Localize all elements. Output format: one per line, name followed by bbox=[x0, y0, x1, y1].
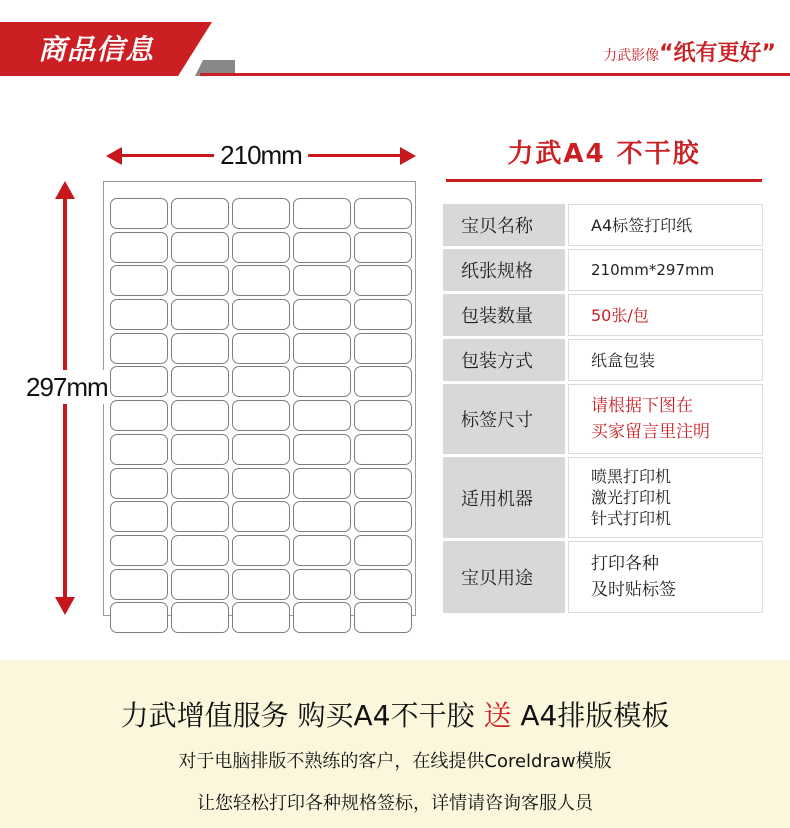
label-cell bbox=[171, 198, 229, 229]
label-cell bbox=[232, 535, 290, 566]
label-cell bbox=[293, 400, 351, 431]
spec-key: 标签尺寸 bbox=[443, 384, 565, 454]
header-rule bbox=[200, 73, 790, 76]
label-cell bbox=[110, 299, 168, 330]
label-cell bbox=[171, 468, 229, 499]
label-cell bbox=[354, 434, 412, 465]
spec-value-line: 喷黑打印机 bbox=[591, 467, 672, 486]
label-cell bbox=[354, 468, 412, 499]
spec-value bbox=[568, 294, 763, 336]
label-cell bbox=[354, 232, 412, 263]
spec-value-line: 210mm*297mm bbox=[591, 260, 715, 279]
label-cell bbox=[293, 299, 351, 330]
label-cell bbox=[232, 400, 290, 431]
label-cell bbox=[232, 468, 290, 499]
label-cell bbox=[354, 569, 412, 600]
label-cell bbox=[293, 366, 351, 397]
width-label: 210mm bbox=[214, 139, 308, 171]
label-cell bbox=[232, 299, 290, 330]
label-cell bbox=[232, 198, 290, 229]
header-bar bbox=[0, 0, 790, 90]
label-cell bbox=[110, 232, 168, 263]
product-title-underline bbox=[446, 179, 762, 182]
label-cell bbox=[293, 434, 351, 465]
spec-value-line: A4标签打印纸 bbox=[591, 215, 693, 235]
label-cell bbox=[293, 198, 351, 229]
spec-value-line: 打印各种 bbox=[591, 554, 659, 574]
label-cell bbox=[171, 535, 229, 566]
service-headline-part1: 力武增值服务 购买A4不干胶 bbox=[120, 699, 475, 732]
slogan-text: “纸有更好” bbox=[659, 41, 776, 66]
label-cell bbox=[293, 468, 351, 499]
arrow-left-icon bbox=[106, 147, 122, 165]
label-cell bbox=[354, 602, 412, 633]
spec-value bbox=[568, 339, 763, 381]
label-cell bbox=[232, 265, 290, 296]
section-title: 商品信息 bbox=[38, 33, 155, 66]
label-cell bbox=[171, 265, 229, 296]
label-cell bbox=[232, 333, 290, 364]
label-cell bbox=[354, 333, 412, 364]
spec-row-usage bbox=[443, 541, 763, 613]
service-contact: 让您轻松打印各种规格签标，详情请咨询客服人员 bbox=[197, 793, 593, 814]
brand-name: 力武影像 bbox=[603, 48, 660, 64]
label-grid bbox=[110, 198, 412, 633]
label-cell bbox=[171, 501, 229, 532]
spec-row-quantity bbox=[443, 294, 763, 336]
height-label: 297mm bbox=[26, 372, 108, 402]
label-cell bbox=[110, 434, 168, 465]
spec-key: 包装方式 bbox=[443, 339, 565, 381]
spec-value-line: 买家留言里注明 bbox=[591, 422, 710, 442]
label-cell bbox=[293, 501, 351, 532]
label-cell bbox=[354, 265, 412, 296]
label-cell bbox=[171, 299, 229, 330]
spec-value-line: 50张/包 bbox=[591, 305, 649, 325]
spec-table bbox=[443, 204, 763, 616]
label-cell bbox=[110, 468, 168, 499]
label-cell bbox=[171, 366, 229, 397]
spec-key: 宝贝用途 bbox=[443, 541, 565, 613]
label-cell bbox=[171, 333, 229, 364]
spec-row-packaging bbox=[443, 339, 763, 381]
label-cell bbox=[293, 569, 351, 600]
label-cell bbox=[110, 569, 168, 600]
spec-value-line: 激光打印机 bbox=[591, 488, 672, 507]
label-cell bbox=[232, 569, 290, 600]
spec-value-line: 及时贴标签 bbox=[591, 580, 676, 600]
label-cell bbox=[171, 602, 229, 633]
label-cell bbox=[293, 333, 351, 364]
label-cell bbox=[232, 366, 290, 397]
brand-slogan bbox=[603, 40, 776, 68]
label-cell bbox=[293, 232, 351, 263]
label-cell bbox=[110, 501, 168, 532]
label-cell bbox=[293, 602, 351, 633]
label-cell bbox=[354, 198, 412, 229]
spec-value bbox=[568, 204, 763, 246]
label-sheet bbox=[103, 181, 416, 616]
label-cell bbox=[171, 434, 229, 465]
label-cell bbox=[171, 400, 229, 431]
label-cell bbox=[232, 434, 290, 465]
label-cell bbox=[354, 299, 412, 330]
service-description: 对于电脑排版不熟练的客户，在线提供Coreldraw模版 bbox=[178, 751, 612, 772]
label-cell bbox=[110, 265, 168, 296]
label-cell bbox=[293, 265, 351, 296]
label-cell bbox=[232, 602, 290, 633]
service-headline-gift: 送 bbox=[483, 699, 512, 732]
label-cell bbox=[354, 535, 412, 566]
label-cell bbox=[354, 501, 412, 532]
label-cell bbox=[110, 198, 168, 229]
spec-row-label-size bbox=[443, 384, 763, 454]
spec-value bbox=[568, 384, 763, 454]
label-cell bbox=[232, 232, 290, 263]
label-cell bbox=[110, 366, 168, 397]
label-cell bbox=[354, 400, 412, 431]
label-cell bbox=[110, 400, 168, 431]
arrow-up-icon bbox=[55, 181, 75, 199]
spec-key: 宝贝名称 bbox=[443, 204, 565, 246]
label-cell bbox=[110, 333, 168, 364]
arrow-down-icon bbox=[55, 597, 75, 615]
spec-value-line: 请根据下图在 bbox=[591, 396, 693, 416]
service-headline-part2: A4排版模板 bbox=[520, 699, 670, 732]
spec-value-line: 针式打印机 bbox=[591, 509, 672, 528]
spec-key: 适用机器 bbox=[443, 457, 565, 538]
spec-value bbox=[568, 457, 763, 538]
label-cell bbox=[293, 535, 351, 566]
label-cell bbox=[171, 569, 229, 600]
service-headline bbox=[0, 696, 790, 736]
arrow-right-icon bbox=[400, 147, 416, 165]
label-cell bbox=[110, 535, 168, 566]
width-dimension bbox=[106, 139, 416, 171]
spec-row-size bbox=[443, 249, 763, 291]
spec-key: 包装数量 bbox=[443, 294, 565, 336]
spec-value bbox=[568, 541, 763, 613]
label-cell bbox=[354, 366, 412, 397]
spec-value bbox=[568, 249, 763, 291]
spec-row-machines bbox=[443, 457, 763, 538]
label-cell bbox=[171, 232, 229, 263]
label-cell bbox=[110, 602, 168, 633]
product-title: 力武A4 不干胶 bbox=[507, 139, 701, 169]
spec-value-line: 纸盒包装 bbox=[591, 350, 656, 370]
service-footer bbox=[0, 660, 790, 828]
spec-row-name bbox=[443, 204, 763, 246]
spec-key: 纸张规格 bbox=[443, 249, 565, 291]
label-cell bbox=[232, 501, 290, 532]
